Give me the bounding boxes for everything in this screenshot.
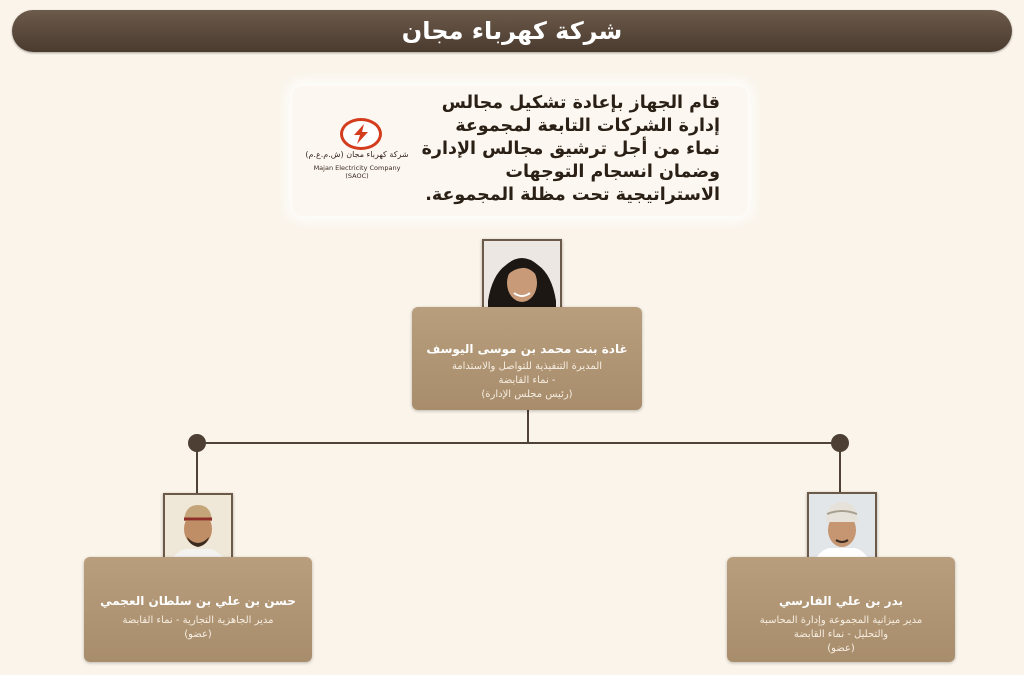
logo-arabic-name: شركة كهرباء مجان (ش.م.ع.م) [305, 150, 409, 159]
connector-node-right [831, 434, 849, 452]
chair-name: غادة بنت محمد بن موسى اليوسف [426, 342, 628, 356]
left-member-card [84, 557, 312, 662]
logo-english-name: Majan Electricity Company (SAOC) [313, 164, 401, 180]
chair-card [412, 307, 642, 410]
left-member-position: (عضو) [184, 629, 212, 640]
chair-role: المديرة التنفيذية للتواصل والاستدامة [451, 361, 603, 372]
intro-panel [292, 86, 748, 216]
left-member-name: حسن بن علي بن سلطان العجمي [100, 594, 296, 608]
connector-node-left [188, 434, 206, 452]
title-bar [12, 10, 1012, 52]
right-member-org: والتحليل - نماء القابضة [793, 629, 889, 640]
chair-org: - نماء القابضة [498, 375, 556, 386]
chair-position: (رئيس مجلس الإدارة) [481, 389, 573, 400]
right-member-card [727, 557, 955, 662]
page-title: شركة كهرباء مجان [401, 17, 623, 45]
intro-text: قام الجهاز بإعادة تشكيل مجالس إدارة الشركات التابعة لمجموعة نماء من أجل ترشيق مجالس الإدارة وضمان انسجام التوجهات الاستراتيجية تحت مظلة المجموعة. [421, 93, 720, 205]
right-member-position: (عضو) [827, 643, 855, 654]
right-member-name: بدر بن علي الفارسي [778, 594, 904, 608]
connector-horizontal [197, 442, 842, 444]
right-member-role: مدير ميزانية المجموعة وإدارة المحاسبة [759, 615, 923, 626]
company-logo [302, 118, 412, 188]
lightning-bolt-icon [340, 118, 382, 150]
connector-chair-down [527, 410, 529, 443]
left-member-role: مدير الجاهزية التجارية - نماء القابضة [122, 615, 274, 626]
